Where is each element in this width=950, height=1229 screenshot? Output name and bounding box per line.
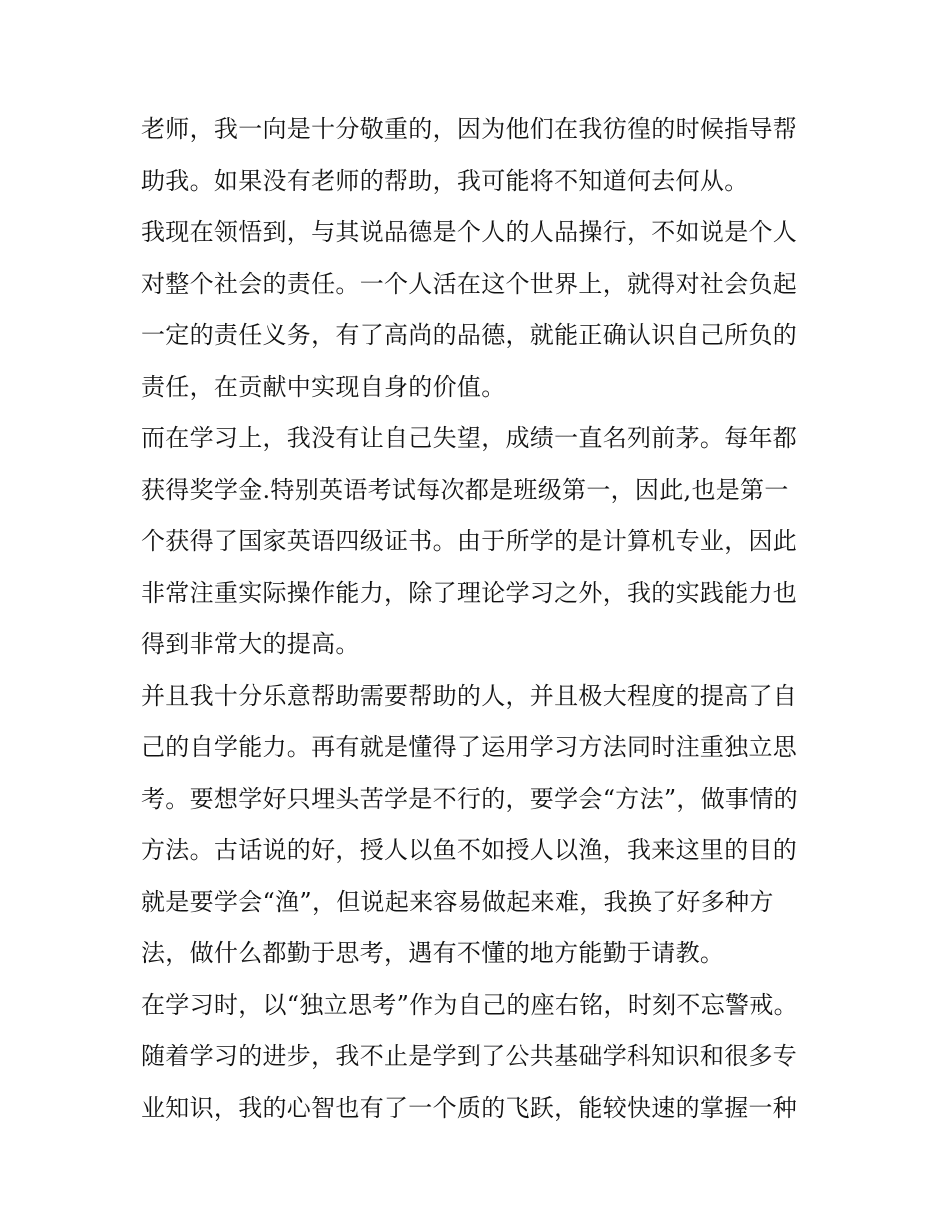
text-line: 得到非常大的提高。 bbox=[141, 630, 360, 658]
text-line: 助我。如果没有老师的帮助，我可能将不知道何去何从。 bbox=[141, 166, 749, 195]
text-line: 我现在领悟到，与其说品德是个人的人品操行，不如说是个人 bbox=[141, 218, 798, 246]
text-line: 就是要学会“渔”，但说起来容易做起来难，我换了好多种方 bbox=[141, 887, 774, 916]
text-line: 己的自学能力。再有就是懂得了运用学习方法同时注重独立思 bbox=[141, 733, 798, 761]
text-line: 对整个社会的责任。一个人活在这个世界上，就得对社会负起 bbox=[141, 269, 798, 298]
text-line: 而在学习上，我没有让自己失望，成绩一直名列前茅。每年都 bbox=[141, 424, 798, 452]
text-line: 责任，在贡献中实现自身的价值。 bbox=[141, 372, 506, 401]
text-line: 个获得了国家英语四级证书。由于所学的是计算机专业，因此 bbox=[141, 527, 798, 555]
text-line: 法，做什么都勤于思考，遇有不懂的地方能勤于请教。 bbox=[141, 939, 725, 967]
text-line: 老师，我一向是十分敬重的，因为他们在我彷徨的时候指导帮 bbox=[141, 115, 798, 143]
text-line: 随着学习的进步，我不止是学到了公共基础学科知识和很多专 bbox=[141, 1042, 798, 1070]
body-text bbox=[141, 110, 821, 1140]
text-line: 获得奖学金.特别英语考试每次都是班级第一，因此,也是第一 bbox=[141, 475, 789, 504]
text-line: 非常注重实际操作能力，除了理论学习之外，我的实践能力也 bbox=[141, 578, 798, 607]
text-line: 业知识，我的心智也有了一个质的飞跃，能较快速的掌握一种 bbox=[141, 1093, 798, 1122]
text-line: 考。要想学好只埋头苦学是不行的，要学会“方法”，做事情的 bbox=[141, 784, 798, 813]
text-line: 一定的责任义务，有了高尚的品德，就能正确认识自己所负的 bbox=[141, 321, 798, 349]
text-line: 在学习时，以“独立思考”作为自己的座右铭，时刻不忘警戒。 bbox=[141, 990, 798, 1019]
text-line: 方法。古话说的好，授人以鱼不如授人以渔，我来这里的目的 bbox=[141, 836, 798, 864]
text-line: 并且我十分乐意帮助需要帮助的人，并且极大程度的提高了自 bbox=[141, 681, 798, 710]
